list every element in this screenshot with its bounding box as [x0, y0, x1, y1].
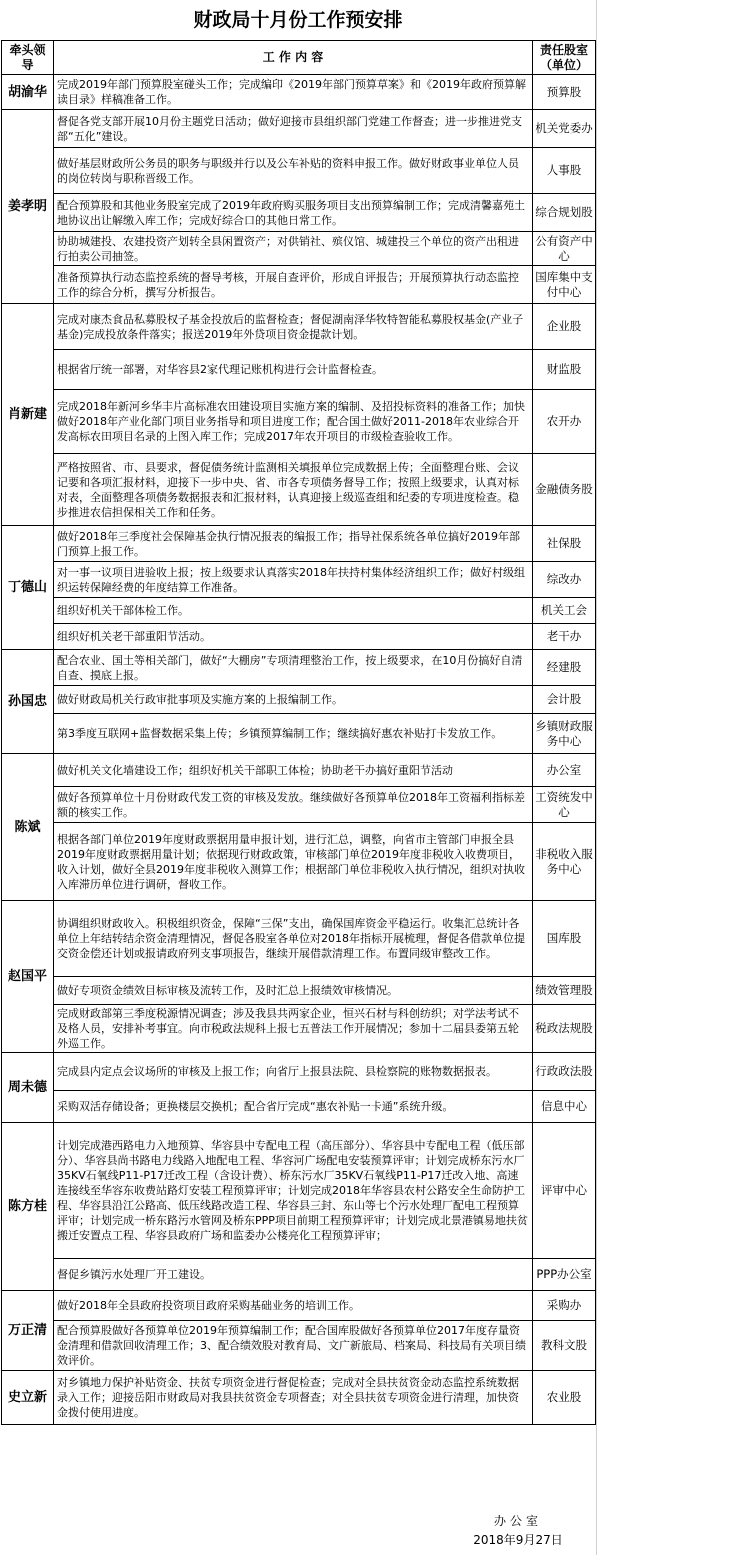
work-content-cell: 完成对康杰食品私募股权子基金投放后的监督检查；督促湖南泽华牧特智能私募股权基金(产业子基金)完成投放条件落实；报送2019年外贷项目资金提款计划。 [54, 304, 533, 350]
leader-cell: 万正清 [2, 1291, 54, 1371]
responsible-dept-cell: 国库集中支付中心 [533, 266, 596, 304]
work-content-cell: 准备预算执行动态监控系统的督导考核，开展自查评价，形成自评报告；开展预算执行动态监控工作的综合分析，撰写分析报告。 [54, 266, 533, 304]
table-row [2, 1259, 596, 1291]
table-row [2, 1091, 596, 1123]
footer-office: 办公室 [493, 1514, 542, 1528]
leader-cell: 肖新建 [2, 304, 54, 526]
responsible-dept-cell: 办公室 [533, 754, 596, 787]
table-row [2, 526, 596, 562]
work-content-cell: 督促各党支部开展10月份主题党日活动；做好迎接市县组织部门党建工作督查；进一步推进党支部“五化”建设。 [54, 110, 533, 148]
work-content-cell: 做好专项资金绩效目标审核及流转工作，及时汇总上报绩效审核情况。 [54, 977, 533, 1005]
table-row [2, 624, 596, 650]
header-dept: 责任股室（单位） [533, 41, 596, 75]
table-row [2, 598, 596, 624]
responsible-dept-cell: 综合规划股 [533, 194, 596, 232]
table-row [2, 148, 596, 194]
responsible-dept-cell: 老干办 [533, 624, 596, 650]
responsible-dept-cell: 企业股 [533, 304, 596, 350]
work-content-cell: 对一事一议项目进验收上报；按上级要求认真落实2018年扶持村集体经济组织工作；做好村级组织运转保障经费的年度结算工作准备。 [54, 562, 533, 598]
responsible-dept-cell: 非税收入服务中心 [533, 823, 596, 901]
work-content-cell: 对乡镇地力保护补贴资金、扶贫专项资金进行督促检查；完成对全县扶贫资金动态监控系统数据录入工作；迎接岳阳市财政局对我县扶贫资金专项督查；对全县扶贫专项资金进行清理，加快资金拨付使用进度。 [54, 1371, 533, 1425]
table-row [2, 454, 596, 526]
work-content-cell: 做好机关文化墙建设工作；组织好机关干部职工体检；协助老干办搞好重阳节活动 [54, 754, 533, 787]
responsible-dept-cell: 机关工会 [533, 598, 596, 624]
header-leader: 牵头领导 [2, 41, 54, 75]
table-row [2, 266, 596, 304]
table-row [2, 232, 596, 266]
table-row [2, 350, 596, 390]
work-content-cell: 根据省厅统一部署，对华容县2家代理记账机构进行会计监督检查。 [54, 350, 533, 390]
work-content-cell: 计划完成港西路电力入地预算、华容县中专配电工程（高压部分）、华容县中专配电工程（低压部分）、华容县尚书路电力线路入地配电工程、华容河广场配电安装预算评审；计划完成桥东污水厂35KV石氧线P11-P17迁改工程（含设计费）、桥东污水厂35KV石氧线P11-P17迁改入地、高速连接线至华容东收费站路灯安装工程预算评审；计划完成2018年华容县农村公路安全生命防护工程、华容县沿江公路高、低压线路改造工程、华容县三封、东山等七个污水处理厂配电工程预算评审；计划完成一桥东路污水管网及桥东PPP项目前期工程预算评审；计划完成北景港镇易地扶贫搬迁安置点工程、华容县政府广场和监委办公楼亮化工程预算评审； [54, 1123, 533, 1259]
responsible-dept-cell: 行政政法股 [533, 1053, 596, 1091]
work-content-cell: 做好2018年三季度社会保障基金执行情况报表的编报工作；指导社保系统各单位搞好2019年部门预算上报工作。 [54, 526, 533, 562]
page-title: 财政局十月份工作预安排 [193, 9, 403, 31]
leader-cell: 孙国忠 [2, 650, 54, 754]
work-schedule-table [1, 40, 596, 1425]
work-content-cell: 组织好机关干部体检工作。 [54, 598, 533, 624]
table-row [2, 1053, 596, 1091]
table-row [2, 304, 596, 350]
responsible-dept-cell: 评审中心 [533, 1123, 596, 1259]
work-content-cell: 第3季度互联网+监督数据采集上传；乡镇预算编制工作；继续搞好惠农补贴打卡发放工作。 [54, 714, 533, 754]
responsible-dept-cell: 社保股 [533, 526, 596, 562]
leader-cell: 史立新 [2, 1371, 54, 1425]
table-row [2, 75, 596, 110]
work-content-cell: 做好2018年全县政府投资项目政府采购基础业务的培训工作。 [54, 1291, 533, 1321]
table-row [2, 110, 596, 148]
table-row [2, 194, 596, 232]
responsible-dept-cell: 国库股 [533, 901, 596, 977]
responsible-dept-cell: 乡镇财政服务中心 [533, 714, 596, 754]
work-content-cell: 组织好机关老干部重阳节活动。 [54, 624, 533, 650]
work-content-cell: 根据各部门单位2019年度财政票据用量申报计划，进行汇总，调整，向省市主管部门申报全县2019年度财政票据用量计划；依据现行财政政策，审核部门单位2019年度非税收入收费项目，收入计划，做好全县2019年度非税收入测算工作；根据部门单位非税收入执行情况，组织对执收入库滞历单位进行调研，督收工作。 [54, 823, 533, 901]
responsible-dept-cell: 会计股 [533, 686, 596, 714]
responsible-dept-cell: 工资统发中心 [533, 787, 596, 823]
work-content-cell: 完成财政部第三季度税源情况调查；涉及我县共两家企业，恒兴石材与科创纺织；对学法考试不及格人员，安排补考事宜。向市税政法规科上报七五普法工作开展情况；参加十二届县委第五轮外巡工作。 [54, 1005, 533, 1053]
table-row [2, 787, 596, 823]
table-row [2, 1371, 596, 1425]
responsible-dept-cell: 财监股 [533, 350, 596, 390]
leader-cell: 周未德 [2, 1053, 54, 1123]
table-row [2, 650, 596, 686]
leader-cell: 陈斌 [2, 754, 54, 901]
table-row [2, 390, 596, 454]
responsible-dept-cell: 教科文股 [533, 1321, 596, 1371]
table-header-row [2, 41, 596, 75]
table-row [2, 1321, 596, 1371]
leader-cell: 胡渝华 [2, 75, 54, 110]
work-content-cell: 完成县内定点会议场所的审核及上报工作；向省厅上报县法院、县检察院的账物数据报表。 [54, 1053, 533, 1091]
work-content-cell: 协调组织财政收入。积极组织资金，保障“三保”支出，确保国库资金平稳运行。收集汇总统计各单位上年结转结余资金清理情况，督促各股室各单位对2018年指标开展梳理，督促各借款单位提交资金偿还计划或报请政府列支事项报告，继续开展借款清理工作。布置同级审整改工作。 [54, 901, 533, 977]
responsible-dept-cell: 经建股 [533, 650, 596, 686]
responsible-dept-cell: 人事股 [533, 148, 596, 194]
table-row [2, 823, 596, 901]
responsible-dept-cell: 农开办 [533, 390, 596, 454]
work-content-cell: 做好各预算单位十月份财政代发工资的审核及发放。继续做好各预算单位2018年工资福利指标差额的核实工作。 [54, 787, 533, 823]
work-content-cell: 采购双活存储设备；更换楼层交换机；配合省厅完成“惠农补贴一卡通”系统升级。 [54, 1091, 533, 1123]
leader-cell: 姜孝明 [2, 110, 54, 304]
responsible-dept-cell: 绩效管理股 [533, 977, 596, 1005]
footer-date: 2018年9月27日 [473, 1533, 563, 1547]
work-content-cell: 督促乡镇污水处理厂开工建设。 [54, 1259, 533, 1291]
header-content: 工 作 内 容 [54, 41, 533, 75]
responsible-dept-cell: 公有资产中心 [533, 232, 596, 266]
responsible-dept-cell: 综改办 [533, 562, 596, 598]
leader-cell: 陈方桂 [2, 1123, 54, 1291]
table-row [2, 754, 596, 787]
work-content-cell: 配合预算股和其他业务股室完成了2019年政府购买服务项目支出预算编制工作；完成清馨嘉苑土地协议出让解缴入库工作；完成好综合口的其他日常工作。 [54, 194, 533, 232]
table-row [2, 901, 596, 977]
work-content-cell: 完成2018年新河乡华丰片高标准农田建设项目实施方案的编制、及招投标资料的准备工作；加快做好2018年产业化部门项目业务指导和项目进度工作；配合国土做好2011-2018年农业综合开发高标农田项目名录的上图入库工作；完成2017年农开项目的市级检查验收工作。 [54, 390, 533, 454]
table-row [2, 562, 596, 598]
table-row [2, 1123, 596, 1259]
responsible-dept-cell: 预算股 [533, 75, 596, 110]
responsible-dept-cell: 税政法规股 [533, 1005, 596, 1053]
responsible-dept-cell: 机关党委办 [533, 110, 596, 148]
responsible-dept-cell: 农业股 [533, 1371, 596, 1425]
table-row [2, 686, 596, 714]
responsible-dept-cell: 信息中心 [533, 1091, 596, 1123]
work-content-cell: 配合农业、国土等相关部门，做好“大棚房”专项清理整治工作，按上级要求，在10月份搞好自清自查、摸底上报。 [54, 650, 533, 686]
work-content-cell: 做好基层财政所公务员的职务与职级并行以及公车补贴的资料申报工作。做好财政事业单位人员的岗位转岗与职称晋级工作。 [54, 148, 533, 194]
work-content-cell: 完成2019年部门预算股室碰头工作；完成编印《2019年部门预算草案》和《2019年政府预算解读目录》样稿准备工作。 [54, 75, 533, 110]
responsible-dept-cell: 金融债务股 [533, 454, 596, 526]
responsible-dept-cell: 采购办 [533, 1291, 596, 1321]
responsible-dept-cell: PPP办公室 [533, 1259, 596, 1291]
table-body [2, 75, 596, 1425]
leader-cell: 丁德山 [2, 526, 54, 650]
work-content-cell: 配合预算股做好各预算单位2019年预算编制工作；配合国库股做好各预算单位2017年度存量资金清理和借款回收清理工作；3、配合绩效股对教育局、文广新旅局、档案局、科技局有关项目绩效评价。 [54, 1321, 533, 1371]
work-content-cell: 做好财政局机关行政审批事项及实施方案的上报编制工作。 [54, 686, 533, 714]
table-row [2, 1005, 596, 1053]
work-content-cell: 严格按照省、市、县要求，督促债务统计监测相关填报单位完成数据上传；全面整理台账、会议记要和各项汇报材料，迎接下一步中央、省、市各专项债务督导工作；按照上级要求，认真对标对表，全面整理各项债务数据报表和汇报材料，认真迎接上级巡查组和纪委的专项进度检查。稳步推进农信担保相关工作和任务。 [54, 454, 533, 526]
table-row [2, 977, 596, 1005]
leader-cell: 赵国平 [2, 901, 54, 1053]
work-content-cell: 协助城建投、农建投资产划转全县闲置资产；对供销社、殡仪馆、城建投三个单位的资产出租进行拍卖公司抽签。 [54, 232, 533, 266]
table-row [2, 1291, 596, 1321]
table-row [2, 714, 596, 754]
